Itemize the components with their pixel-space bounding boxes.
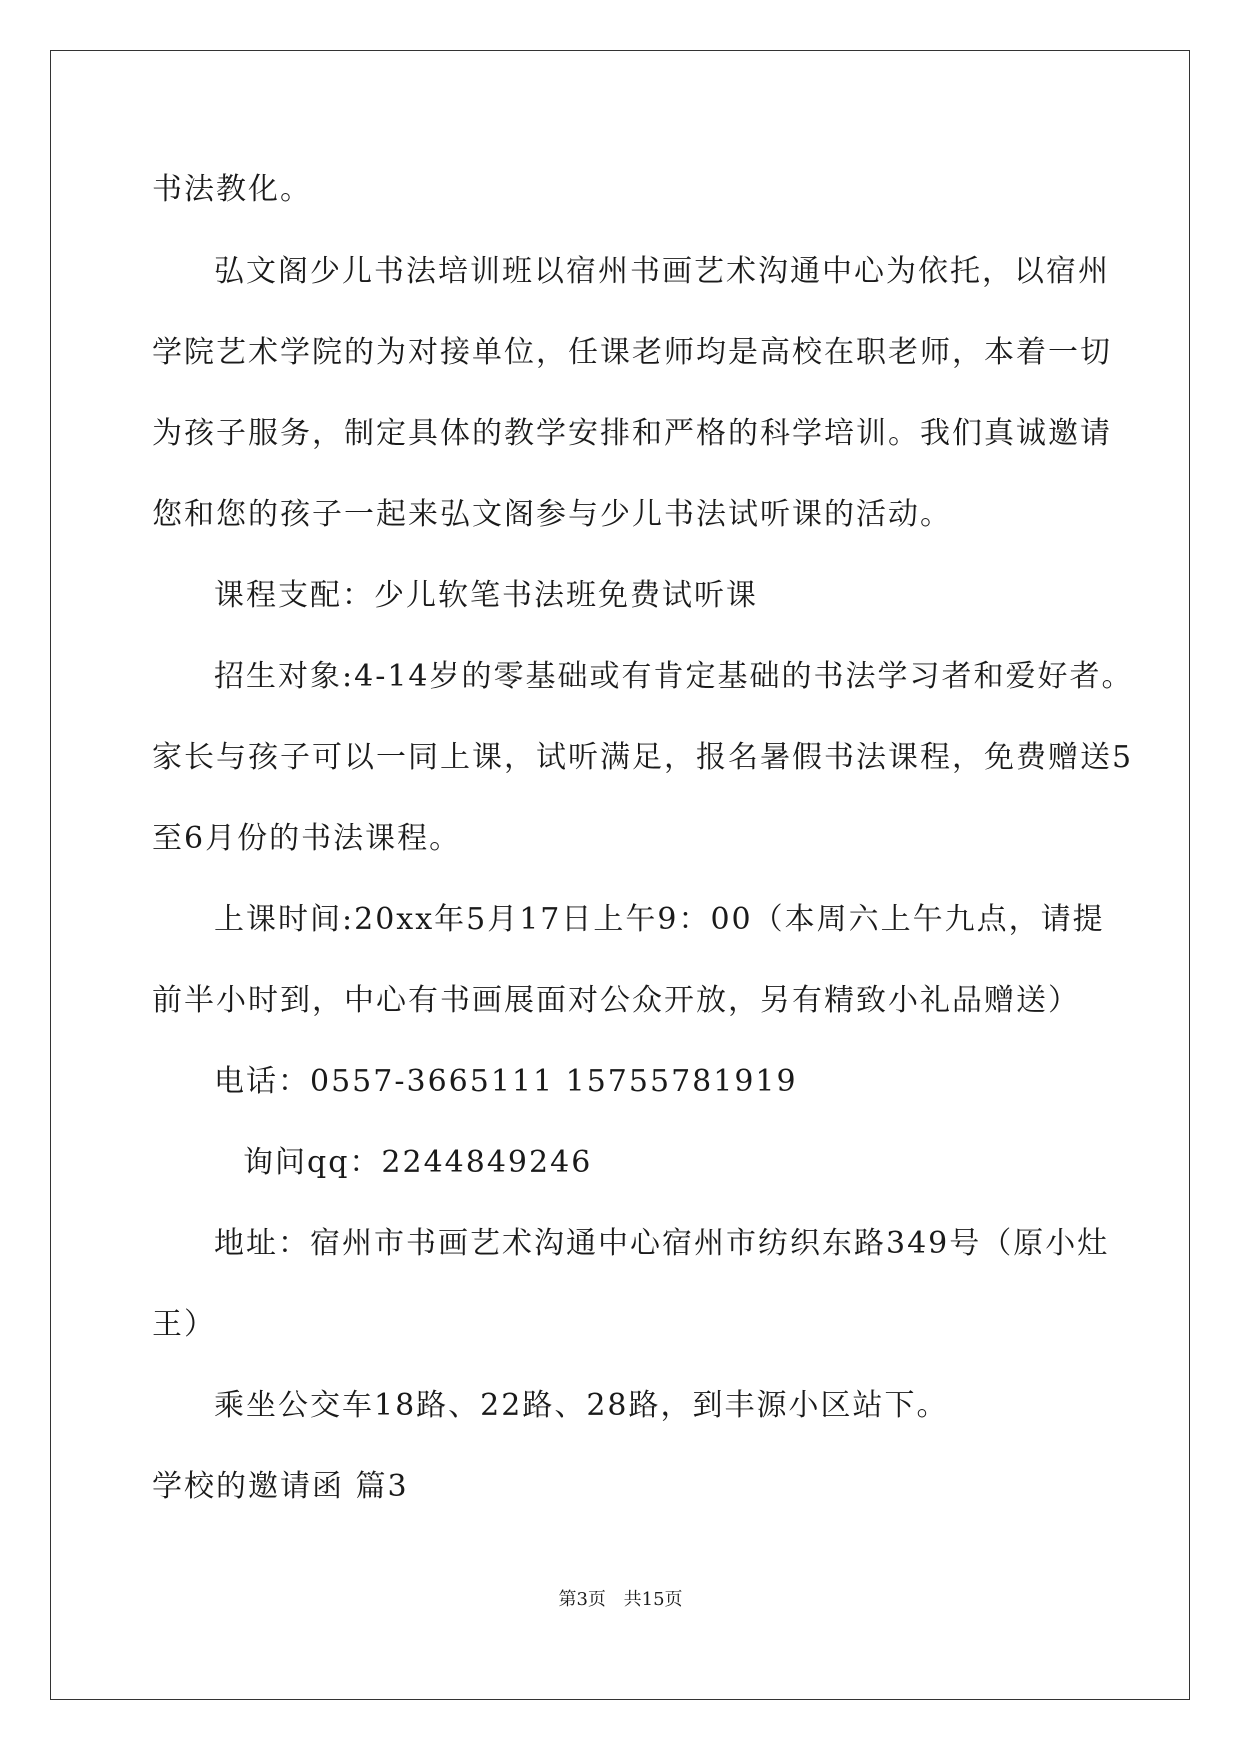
phone-info: 电话：0557-3665111 15755781919: [214, 1064, 798, 1099]
course-arrangement: 课程支配：少儿软笔书法班免费试听课: [214, 578, 758, 613]
section-heading: 学校的邀请函 篇3: [152, 1469, 409, 1504]
page-number: 第3页: [558, 1589, 606, 1610]
total-pages: 共15页: [623, 1589, 683, 1610]
enrollment-target: 招生对象:4-14岁的零基础或有肯定基础的书法学习者和爱好者。: [214, 659, 1134, 694]
paragraph-line: 弘文阁少儿书法培训班以宿州书画艺术沟通中心为依托，以宿州: [214, 254, 1110, 289]
address-info: 地址：宿州市书画艺术沟通中心宿州市纺织东路349号（原小灶: [214, 1226, 1110, 1261]
text-line: 家长与孩子可以一同上课，试听满足，报名暑假书法课程，免费赠送5: [152, 740, 1134, 775]
text-line: 前半小时到，中心有书画展面对公众开放，另有精致小礼品赠送）: [152, 983, 1080, 1018]
text-line: 王）: [152, 1307, 216, 1342]
page-footer: [0, 1588, 1241, 1612]
page-border: [50, 50, 1190, 1700]
text-line: 书法教化。: [152, 172, 312, 207]
class-time: 上课时间:20xx年5月17日上午9：00（本周六上午九点，请提: [214, 902, 1105, 937]
text-line: 学院艺术学院的为对接单位，任课老师均是高校在职老师，本着一切: [152, 335, 1112, 370]
qq-info: 询问qq：2244849246: [243, 1145, 593, 1180]
bus-info: 乘坐公交车18路、22路、28路，到丰源小区站下。: [214, 1388, 949, 1423]
text-line: 为孩子服务，制定具体的教学安排和严格的科学培训。我们真诚邀请: [152, 416, 1112, 451]
text-line: 您和您的孩子一起来弘文阁参与少儿书法试听课的活动。: [152, 497, 952, 532]
text-line: 至6月份的书法课程。: [152, 821, 462, 856]
